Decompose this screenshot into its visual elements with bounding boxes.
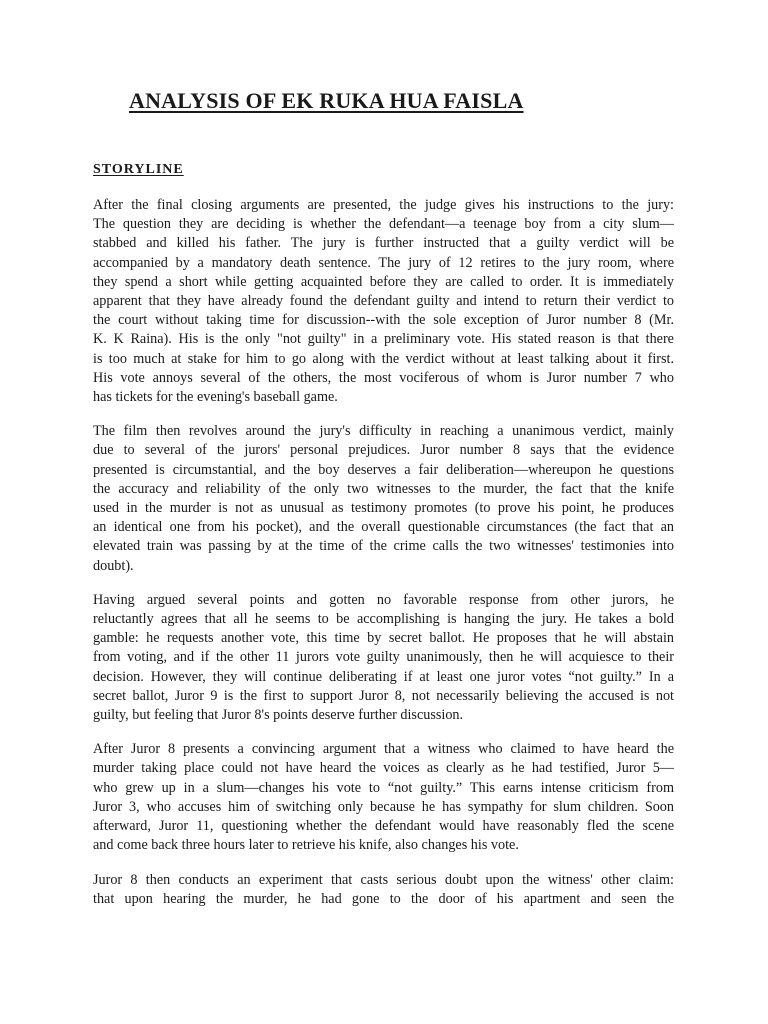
text-line: Juror 3, who accuses him of switching only because he has sympathy for slum children. Soon bbox=[93, 798, 674, 815]
paragraph-5 bbox=[93, 871, 674, 909]
text-line: and come back three hours later to retrieve his knife, also changes his vote. bbox=[93, 837, 519, 854]
text-line: K. K Raina). His is the only "not guilty" in a preliminary vote. His stated reason is that there bbox=[93, 331, 674, 348]
text-line: The question they are deciding is whether the defendant—a teenage boy from a city slum— bbox=[93, 216, 674, 233]
body-text bbox=[93, 196, 674, 924]
text-line: that upon hearing the murder, he had gone to the door of his apartment and seen the bbox=[93, 890, 674, 907]
paragraph-2 bbox=[93, 422, 674, 576]
text-line: is too much at stake for him to go along with the verdict without at least talking about it first. bbox=[93, 350, 674, 367]
paragraph-4 bbox=[93, 740, 674, 855]
text-line: elevated train was passing by at the time of the crime calls the two witnesses' testimonies into bbox=[93, 538, 674, 555]
text-line: the accuracy and reliability of the only two witnesses to the murder, the fact that the knife bbox=[93, 480, 674, 497]
text-line: they spend a short while getting acquainted before they are called to order. It is immediately bbox=[93, 273, 674, 290]
text-line: the court without taking time for discussion--with the sole exception of Juror number 8 (Mr. bbox=[93, 312, 674, 329]
text-line: doubt). bbox=[93, 557, 134, 574]
text-line: used in the murder is not as unusual as testimony promotes (to prove his point, he produces bbox=[93, 500, 674, 517]
text-line: gamble: he requests another vote, this time by secret ballot. He proposes that he will abstain bbox=[93, 630, 674, 647]
document-title: ANALYSIS OF EK RUKA HUA FAISLA bbox=[129, 88, 524, 113]
text-line: presented is circumstantial, and the boy deserves a fair deliberation—whereupon he questions bbox=[93, 461, 674, 478]
paragraph-3 bbox=[93, 591, 674, 725]
text-line: afterward, Juror 11, questioning whether the defendant would have reasonably fled the scene bbox=[93, 818, 674, 835]
text-line: has tickets for the evening's baseball game. bbox=[93, 389, 338, 406]
section-heading-storyline: STORYLINE bbox=[93, 162, 184, 177]
paragraph-1 bbox=[93, 196, 674, 407]
text-line: stabbed and killed his father. The jury is further instructed that a guilty verdict will be bbox=[93, 235, 674, 252]
text-line: The film then revolves around the jury's difficulty in reaching a unanimous verdict, mainly bbox=[93, 423, 674, 440]
text-line: reluctantly agrees that all he seems to be accomplishing is hanging the jury. He takes a bold bbox=[93, 611, 674, 628]
text-line: decision. However, they will continue deliberating if at least one juror votes “not guilty.” In a bbox=[93, 668, 674, 685]
text-line: due to several of the jurors' personal prejudices. Juror number 8 says that the evidence bbox=[93, 442, 674, 459]
text-line: secret ballot, Juror 9 is the first to support Juror 8, not necessarily believing the accused is not bbox=[93, 687, 674, 704]
text-line: guilty, but feeling that Juror 8's points deserve further discussion. bbox=[93, 707, 464, 724]
text-line: His vote annoys several of the others, the most vociferous of whom is Juror number 7 who bbox=[93, 369, 674, 386]
text-line: After Juror 8 presents a convincing argument that a witness who claimed to have heard the bbox=[93, 741, 674, 758]
text-line: from voting, and if the other 11 jurors vote guilty unanimously, then he will acquiesce to their bbox=[93, 649, 674, 666]
text-line: accompanied by a mandatory death sentence. The jury of 12 retires to the jury room, where bbox=[93, 254, 674, 271]
text-line: an identical one from his pocket), and the overall questionable circumstances (the fact that an bbox=[93, 519, 674, 536]
text-line: murder taking place could not have heard the voices as clearly as he had testified, Juror 5— bbox=[93, 760, 674, 777]
text-line: apparent that they have already found the defendant guilty and intend to return their verdict to bbox=[93, 293, 674, 310]
text-line: Juror 8 then conducts an experiment that casts serious doubt upon the witness' other claim: bbox=[93, 871, 674, 888]
text-line: After the final closing arguments are presented, the judge gives his instructions to the jury: bbox=[93, 197, 674, 213]
text-line: Having argued several points and gotten no favorable response from other jurors, he bbox=[93, 591, 674, 608]
text-line: who grew up in a slum—changes his vote to “not guilty.” This earns intense criticism from bbox=[93, 779, 674, 796]
